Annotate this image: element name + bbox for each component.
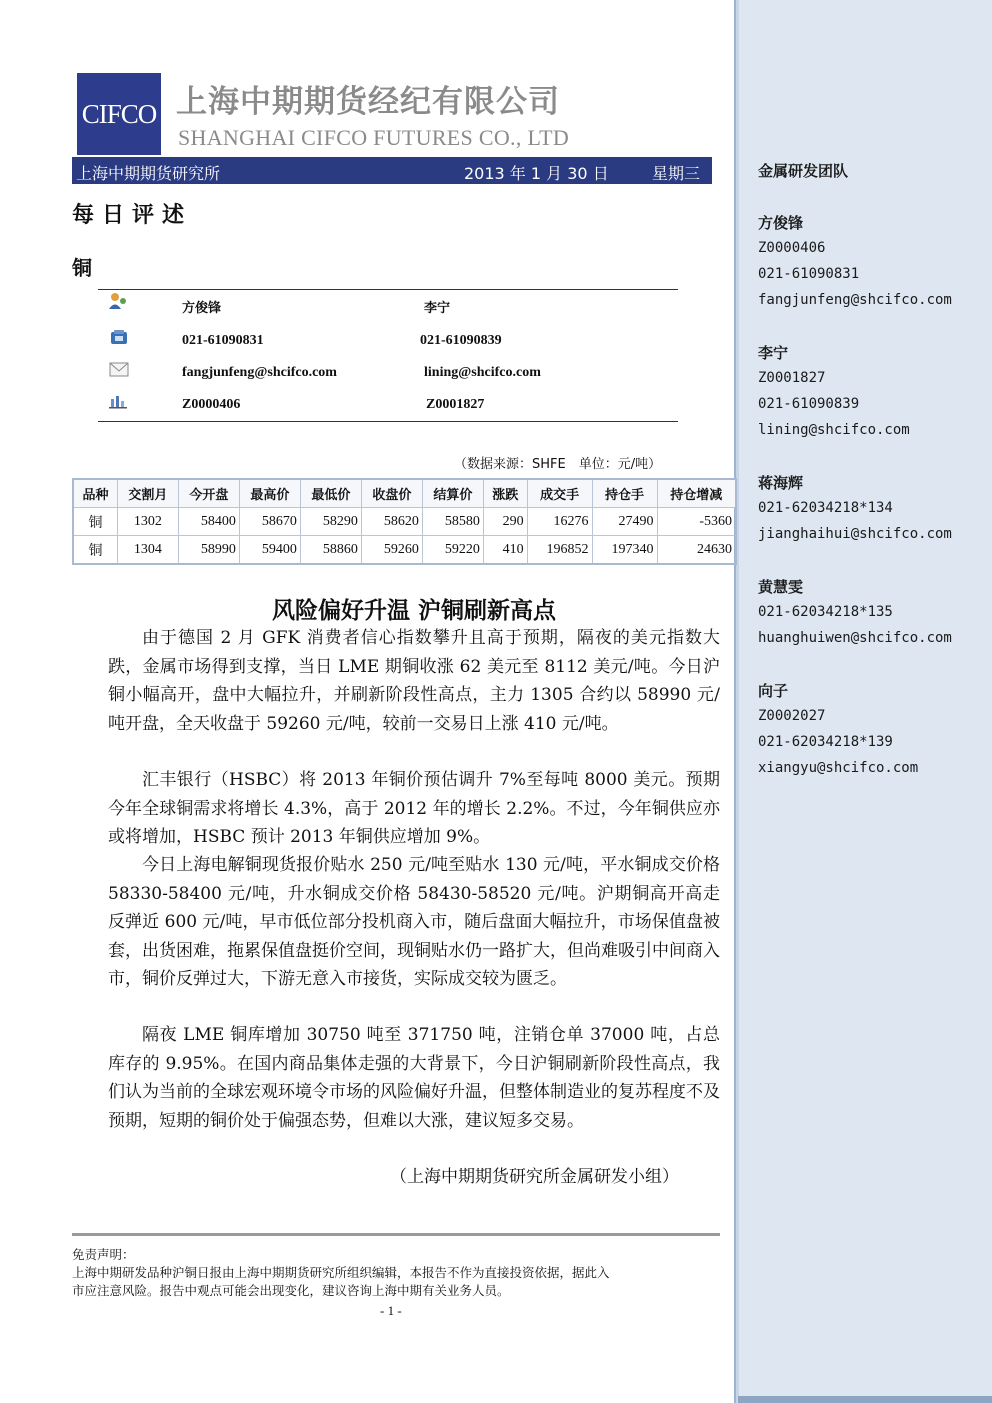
member-email[interactable]: huanghuiwen@shcifco.com <box>758 630 952 646</box>
article-paragraph: 隔夜 LME 铜库增加 30750 吨至 371750 吨，注销仓单 37000 吨，占总库存的 9.95%。在国内商品集体走强的大背景下，今日沪铜刷新阶段性高点，我们认为当前的全球宏观环境令市场的风险偏好升温，但整体制造业的复苏程度不及预期，短期的铜价处于偏强态势，但难以大涨，建议短多交易。 <box>108 1025 720 1131</box>
person-icon <box>108 292 128 310</box>
logo-text: CIFCO <box>81 98 157 129</box>
report-title: 每日评述 <box>72 203 193 228</box>
table-cell: 16276 <box>527 508 592 536</box>
table-cell: 290 <box>483 508 527 536</box>
column-header: 持仓手 <box>592 479 657 508</box>
report-date: 2013 年 1 月 30 日 <box>464 164 609 183</box>
member-email[interactable]: xiangyu@shcifco.com <box>758 760 919 776</box>
data-source-note: （数据来源：SHFE 单位：元/吨） <box>454 457 662 472</box>
contact-license: Z0001827 <box>426 397 485 412</box>
table-cell: 58670 <box>239 508 300 536</box>
company-name-cn: 上海中期期货经纪有限公司 <box>176 84 560 120</box>
column-header: 收盘价 <box>361 479 422 508</box>
member-name: 方俊锋 <box>758 214 804 232</box>
team-sidebar <box>734 0 992 1403</box>
member-license: Z0001827 <box>758 370 826 386</box>
table-cell: 58580 <box>422 508 483 536</box>
article-paragraph: 由于德国 2 月 GFK 消费者信心指数攀升且高于预期，隔夜的美元指数大跌，金属市场得到支撑，当日 LME 期铜收涨 62 美元至 8112 美元/吨。今日沪铜小幅高开，盘中大幅拉升，并刷新阶段性高点，主力 1305 合约以 58990 元/吨开盘，全天收盘于 59260 元/吨，较前一交易日上涨 410 元/吨。 <box>108 628 720 734</box>
table-cell: 410 <box>483 536 527 565</box>
footer-rule <box>72 1233 720 1236</box>
member-name: 向子 <box>758 682 789 700</box>
table-cell: 1302 <box>117 508 178 536</box>
contact-email[interactable]: fangjunfeng@shcifco.com <box>182 365 337 380</box>
contact-name: 方俊锋 <box>182 301 222 316</box>
table-cell: 58860 <box>300 536 361 565</box>
contact-license: Z0000406 <box>182 397 241 412</box>
table-cell: 58620 <box>361 508 422 536</box>
column-header: 交割月 <box>117 479 178 508</box>
member-email[interactable]: lining@shcifco.com <box>758 422 910 438</box>
column-header: 品种 <box>73 479 117 508</box>
article-paragraph: 今日上海电解铜现货报价贴水 250 元/吨至贴水 130 元/吨，平水铜成交价格 58330-58400 元/吨，升水铜成交价格 58430-58520 元/吨。沪期铜高开高走反弹近 600 元/吨，早市低位部分投机商入市，随后盘面大幅拉升，市场保值盘被套，出货困难，拖累保值盘挺价空间，现铜贴水仍一路扩大，但尚难吸引中间商入市，铜价反弹过大，下游无意入市接货，实际成交较为匮乏。 <box>108 855 720 989</box>
table-cell: 58290 <box>300 508 361 536</box>
column-header: 涨跌 <box>483 479 527 508</box>
table-cell: 27490 <box>592 508 657 536</box>
table-cell: 59220 <box>422 536 483 565</box>
column-header: 成交手 <box>527 479 592 508</box>
member-email[interactable]: fangjunfeng@shcifco.com <box>758 292 952 308</box>
disclaimer-label: 免责声明： <box>72 1247 135 1262</box>
contact-email[interactable]: lining@shcifco.com <box>424 365 541 380</box>
chart-icon <box>108 393 128 409</box>
table-cell: 59400 <box>239 536 300 565</box>
team-title: 金属研发团队 <box>758 162 849 180</box>
phone-icon <box>109 329 129 346</box>
report-weekday: 星期三 <box>652 164 701 183</box>
table-cell: 58400 <box>178 508 239 536</box>
member-phone: 021-62034218*135 <box>758 604 893 620</box>
member-license: Z0002027 <box>758 708 826 724</box>
table-cell: 铜 <box>73 508 117 536</box>
sidebar-bottom-edge <box>738 1396 992 1403</box>
price-table <box>72 478 737 565</box>
member-name: 黄慧雯 <box>758 578 804 596</box>
member-phone: 021-62034218*139 <box>758 734 893 750</box>
member-email[interactable]: jianghaihui@shcifco.com <box>758 526 952 542</box>
contact-top-rule <box>98 289 678 290</box>
page-number: - 1 - <box>380 1303 402 1318</box>
cifco-logo <box>77 73 161 155</box>
column-header: 结算价 <box>422 479 483 508</box>
table-cell: 58990 <box>178 536 239 565</box>
disclaimer-text: 上海中期研发品种沪铜日报由上海中期期货研究所组织编辑，本报告不作为直接投资依据，据此入 <box>72 1265 610 1280</box>
table-cell: 59260 <box>361 536 422 565</box>
table-cell: 196852 <box>527 536 592 565</box>
column-header: 持仓增减 <box>657 479 736 508</box>
member-phone: 021-61090839 <box>758 396 860 412</box>
commodity-label: 铜 <box>72 256 92 280</box>
member-phone: 021-62034218*134 <box>758 500 893 516</box>
table-header-row <box>73 479 736 508</box>
article-signature: （上海中期期货研究所金属研发小组） <box>390 1167 679 1187</box>
table-cell: -5360 <box>657 508 736 536</box>
table-cell: 24630 <box>657 536 736 565</box>
table-cell: 197340 <box>592 536 657 565</box>
contact-phone: 021-61090831 <box>182 333 264 348</box>
header-bar <box>72 157 712 184</box>
company-name-en: SHANGHAI CIFCO FUTURES CO., LTD <box>178 125 570 150</box>
article-paragraph: 汇丰银行（HSBC）将 2013 年铜价预估调升 7%至每吨 8000 美元。预期今年全球铜需求将增长 4.3%，高于 2012 年的增长 2.2%。不过，今年铜供应亦或将增加，HSBC 预计 2013 年铜供应增加 9%。 <box>108 770 720 847</box>
member-name: 蒋海辉 <box>758 474 804 492</box>
table-cell: 1304 <box>117 536 178 565</box>
member-name: 李宁 <box>758 344 789 362</box>
column-header: 最低价 <box>300 479 361 508</box>
contact-phone: 021-61090839 <box>420 333 502 348</box>
member-license: Z0000406 <box>758 240 826 256</box>
contact-bottom-rule <box>98 421 678 422</box>
member-phone: 021-61090831 <box>758 266 860 282</box>
institute-name: 上海中期期货研究所 <box>76 164 221 183</box>
disclaimer-text: 市应注意风险。报告中观点可能会出现变化，建议咨询上海中期有关业务人员。 <box>72 1283 510 1298</box>
table-row <box>73 508 736 536</box>
article-title: 风险偏好升温 沪铜刷新高点 <box>271 598 556 624</box>
table-cell: 铜 <box>73 536 117 565</box>
envelope-icon <box>109 362 129 377</box>
contact-name: 李宁 <box>424 301 451 316</box>
column-header: 最高价 <box>239 479 300 508</box>
table-row <box>73 536 736 565</box>
column-header: 今开盘 <box>178 479 239 508</box>
